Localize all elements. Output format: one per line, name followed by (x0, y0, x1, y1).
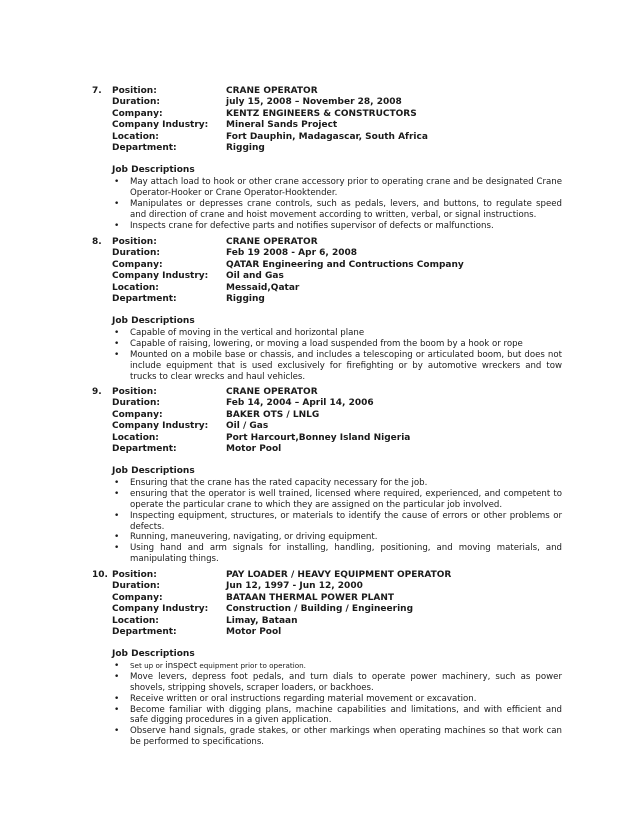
duration-label: Duration: (112, 97, 160, 108)
job-description-list (92, 478, 572, 564)
bullet-icon: • (114, 220, 120, 231)
location-label: Location: (112, 615, 159, 626)
duration-value: Feb 19 2008 - Apr 6, 2008 (226, 248, 358, 259)
position-label: Position: (112, 387, 157, 397)
job-descriptions-heading: Job Descriptions (112, 466, 195, 477)
department-value: Rigging (226, 293, 265, 304)
list-item: • Using hand and arm signals for installing, handling, positioning, and moving materials, and manipulating things. (114, 543, 562, 564)
bullet-icon: • (114, 328, 120, 339)
company-value: KENTZ ENGINEERS & CONSTRUCTORS (226, 108, 417, 119)
location-value: Fort Dauphin, Madagascar, South Africa (226, 131, 428, 142)
list-item: • Become familiar with digging plans, machine capabilities and limitations, and with efficient and safe digging procedures in a given application. (114, 704, 562, 726)
company-label: Company: (112, 409, 163, 420)
job-description-list (92, 661, 572, 747)
list-item: • Manipulates or depresses crane controls, such as pedals, levers, and buttons, to regulate speed and direction of crane and hoist movement according to written, verbal, or signal instructions. (114, 198, 562, 220)
job-descriptions-heading: Job Descriptions (112, 649, 195, 660)
entry-number: 7. (92, 86, 102, 96)
location-value: Port Harcourt,Bonney Island Nigeria (226, 432, 411, 443)
bullet-icon: • (114, 704, 120, 715)
department-value: Rigging (226, 142, 265, 153)
industry-value: Oil / Gas (226, 421, 269, 432)
department-label: Department: (112, 142, 177, 153)
job-description-list (92, 328, 572, 382)
company-label: Company: (112, 108, 163, 119)
position-value: PAY LOADER / HEAVY EQUIPMENT OPERATOR (226, 570, 452, 580)
bullet-icon: • (114, 349, 120, 360)
bullet-icon: • (114, 198, 120, 209)
duration-value: july 15, 2008 – November 28, 2008 (226, 97, 402, 108)
list-item: • Receive written or oral instructions regarding material movement or excavation. (114, 693, 477, 704)
list-item: • Capable of raising, lowering, or moving a load suspended from the boom by a hook or rope (114, 339, 523, 350)
entry-number: 9. (92, 387, 102, 397)
list-item: • ensuring that the operator is well trained, licensed where required, experienced, and competent to operate the particular crane to which they are assigned on the particular job involved. (114, 489, 562, 510)
position-value: CRANE OPERATOR (226, 86, 318, 96)
company-label: Company: (112, 592, 163, 603)
entry-number: 8. (92, 237, 102, 247)
bullet-icon: • (114, 478, 120, 489)
employment-entry-10 (92, 570, 572, 748)
list-item: • Move levers, depress foot pedals, and turn dials to operate power machinery, such as power shovels, stripping shovels, scraper loaders, or backhoes. (114, 672, 562, 693)
department-value: Motor Pool (226, 443, 282, 454)
department-label: Department: (112, 293, 177, 304)
list-item: • Set up or inspect equipment prior to operation. (114, 661, 306, 672)
list-item: • May attach load to hook or other crane accessory prior to operating crane and be designated Crane Operator-Hooker or Crane Operator-Hooktender. (114, 177, 562, 199)
bullet-icon: • (114, 672, 120, 683)
position-label: Position: (112, 86, 157, 96)
industry-label: Company Industry: (112, 604, 209, 615)
company-value: QATAR Engineering and Contructions Company (226, 259, 464, 270)
location-label: Location: (112, 282, 159, 293)
duration-label: Duration: (112, 398, 160, 409)
job-description-list (92, 177, 572, 231)
employment-entry-9 (92, 387, 572, 565)
location-value: Messaid,Qatar (226, 282, 300, 293)
industry-value: Oil and Gas (226, 271, 284, 282)
list-item: • Running, maneuvering, navigating, or driving equipment. (114, 532, 378, 543)
duration-label: Duration: (112, 581, 160, 592)
industry-value: Mineral Sands Project (226, 120, 338, 131)
list-item: • Inspects crane for defective parts and notifies supervisor of defects or malfunctions. (114, 220, 494, 231)
position-label: Position: (112, 237, 157, 247)
bullet-icon: • (114, 339, 120, 350)
job-descriptions-heading: Job Descriptions (112, 316, 195, 327)
department-label: Department: (112, 443, 177, 454)
company-value: BATAAN THERMAL POWER PLANT (226, 592, 395, 603)
industry-value: Construction / Building / Engineering (226, 604, 414, 615)
position-value: CRANE OPERATOR (226, 387, 318, 397)
industry-label: Company Industry: (112, 120, 209, 131)
list-item: • Ensuring that the crane has the rated capacity necessary for the job. (114, 478, 428, 489)
bullet-icon: • (114, 543, 120, 554)
location-value: Limay, Bataan (226, 615, 298, 626)
position-label: Position: (112, 570, 157, 580)
department-value: Motor Pool (226, 626, 282, 637)
industry-label: Company Industry: (112, 271, 209, 282)
duration-value: Jun 12, 1997 - Jun 12, 2000 (226, 581, 363, 592)
duration-label: Duration: (112, 248, 160, 259)
bullet-icon: • (114, 726, 120, 737)
list-item: • Inspecting equipment, structures, or materials to identify the cause of errors or other problems or defects. (114, 510, 562, 532)
list-item: • Observe hand signals, grade stakes, or other markings when operating machines so that work can be performed to specifications. (114, 726, 562, 747)
department-label: Department: (112, 626, 177, 637)
list-item: • Capable of moving in the vertical and horizontal plane (114, 328, 365, 339)
bullet-icon: • (114, 661, 120, 672)
bullet-icon: • (114, 693, 120, 704)
bullet-icon: • (114, 489, 120, 500)
job-descriptions-heading: Job Descriptions (112, 165, 195, 176)
bullet-icon: • (114, 177, 120, 188)
location-label: Location: (112, 131, 159, 142)
company-label: Company: (112, 259, 163, 270)
location-label: Location: (112, 432, 159, 443)
bullet-icon: • (114, 532, 120, 543)
employment-entry-7 (92, 86, 572, 231)
list-item: • Mounted on a mobile base or chassis, and includes a telescoping or articulated boom, but does not include equipment that is used exclusively for firefighting or by automotive wreckers and tow trucks to clear wrecks and haul vehicles. (114, 349, 562, 382)
company-value: BAKER OTS / LNLG (226, 409, 320, 420)
entry-number: 10. (92, 570, 108, 580)
bullet-icon: • (114, 510, 120, 521)
position-value: CRANE OPERATOR (226, 237, 318, 247)
industry-label: Company Industry: (112, 421, 209, 432)
employment-entry-8 (92, 237, 572, 382)
duration-value: Feb 14, 2004 – April 14, 2006 (226, 398, 374, 409)
